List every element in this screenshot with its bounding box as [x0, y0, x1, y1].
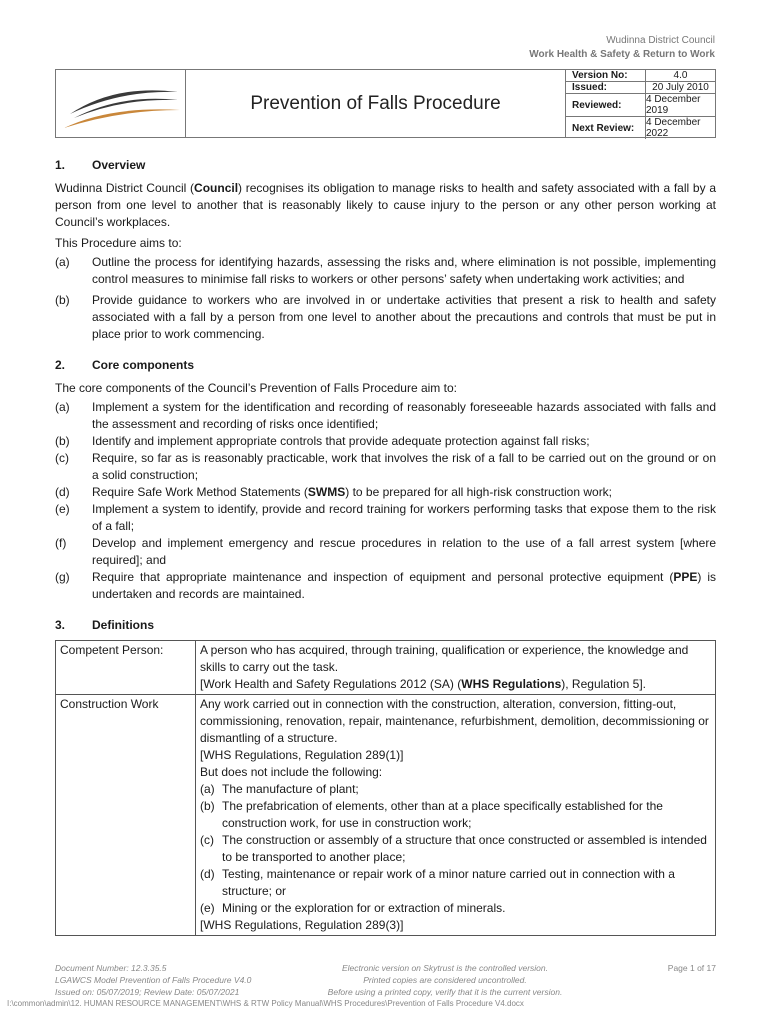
sub-item	[200, 781, 711, 798]
sub-item	[200, 798, 711, 832]
list-item	[55, 484, 716, 501]
sub-text: The manufacture of plant;	[222, 782, 359, 796]
list-text	[92, 450, 716, 484]
list-label: (a)	[55, 255, 70, 269]
table-row	[56, 695, 716, 936]
section-heading-core	[55, 357, 716, 374]
list-item	[55, 501, 716, 535]
sub-text: The construction or assembly of a structure that once constructed or assembled is intended to be transported to another place;	[222, 833, 707, 864]
doc-number: Document Number: 12.3.35.5	[55, 963, 167, 973]
meta-label: Issued:	[566, 82, 646, 93]
list-item	[55, 569, 716, 603]
text-run: Develop and implement emergency and rescue procedures in relation to the use of a fall arrest system [where required]; and	[92, 536, 716, 567]
list-label: (c)	[55, 451, 69, 465]
list-text: Provide guidance to workers who are involved in or undertake activities that present a risk to health and safety associated with a fall by a person from one level to another about the precautions and controls that must be put in place prior to work commencing.	[92, 293, 716, 341]
definition-reference	[200, 676, 711, 693]
list-label: (a)	[55, 400, 70, 414]
list-text	[92, 501, 716, 535]
section-heading-overview	[55, 157, 716, 174]
list-item	[55, 433, 716, 450]
page-number: Page 1 of 17	[667, 963, 716, 973]
control-line: Electronic version on Skytrust is the controlled version.	[342, 963, 548, 973]
text-run: Implement a system for the identification and recording of reasonably foreseeable hazards associated with falls and the assessment and recording of risks once identified;	[92, 400, 716, 431]
document-body	[55, 157, 716, 936]
aims-list	[55, 254, 716, 343]
meta-value: 20 July 2010	[652, 82, 709, 93]
organisation-name: Wudinna District Council	[606, 35, 715, 46]
doc-name: LGAWCS Model Prevention of Falls Procedure V4.0	[55, 975, 252, 985]
sub-text: Mining or the exploration for or extraction of minerals.	[222, 901, 506, 915]
section-number: 3.	[55, 618, 66, 632]
logo-swoosh-icon	[60, 78, 182, 130]
text-run: Wudinna District Council (	[55, 181, 195, 195]
footer-doc-info	[55, 962, 295, 998]
text-run: ) recognises its obligation to manage risks to health and safety associated with a fall by a person from one level to another that is reasonably likely to cause injury to the person or any other person working at Council’s workplaces.	[55, 181, 717, 229]
sub-label: (d)	[200, 867, 215, 881]
file-path: I:\common\admin\12. HUMAN RESOURCE MANAGEMENT\WHS & RTW Policy Manual\WHS Procedures\Prevention of Falls Procedure V4.docx	[7, 999, 524, 1008]
text-run: Implement a system to identify, provide and record training for workers performing tasks that expose them to the risk of a fall;	[92, 502, 716, 533]
section-title: Overview	[92, 158, 146, 172]
meta-value: 4 December 2022	[646, 117, 701, 139]
section-number: 1.	[55, 158, 66, 172]
text-run: Require that appropriate maintenance and inspection of equipment and personal protective equipment (	[92, 570, 674, 584]
list-text: Outline the process for identifying hazards, assessing the risks and, where elimination is not possible, implementing control measures to minimise fall risks to workers or other persons’ safety when undertaking work activities; and	[92, 255, 716, 286]
text-run: Require Safe Work Method Statements (	[92, 485, 308, 499]
definition-line: A person who has acquired, through training, qualification or experience, the knowledge and skills to carry out the task.	[200, 643, 689, 674]
list-text	[92, 569, 716, 603]
list-item	[55, 535, 716, 569]
bold-term: Council	[194, 181, 239, 195]
list-item	[55, 254, 716, 288]
text-run: Require, so far as is reasonably practicable, work that involves the risk of a fall to be carried out on the ground or on a solid construction;	[92, 451, 716, 482]
sub-text: Testing, maintenance or repair work of a minor nature carried out in connection with a structure; or	[222, 867, 675, 898]
list-label: (f)	[55, 536, 67, 550]
definitions-table	[55, 640, 716, 936]
list-text	[92, 399, 716, 433]
meta-row-issued	[566, 82, 715, 94]
list-item	[55, 292, 716, 343]
text-run: ), Regulation 5].	[561, 677, 646, 691]
definition-text	[196, 641, 716, 695]
control-line: Before using a printed copy, verify that it is the current version.	[327, 987, 563, 997]
text-run: ) to be prepared for all high-risk construction work;	[345, 485, 613, 499]
table-row	[56, 641, 716, 695]
section-number: 2.	[55, 358, 66, 372]
version-table	[566, 70, 715, 137]
sub-item	[200, 832, 711, 866]
title-block	[55, 69, 716, 138]
list-text	[92, 433, 716, 450]
definition-term: Competent Person:	[56, 641, 196, 695]
bold-term: SWMS	[307, 485, 346, 499]
text-run: Identify and implement appropriate controls that provide adequate protection against fall risks;	[92, 434, 590, 448]
meta-label: Reviewed:	[566, 94, 646, 116]
list-text	[92, 484, 716, 501]
definition-text	[196, 695, 716, 936]
section-title: Definitions	[92, 618, 154, 632]
sub-label: (e)	[200, 901, 215, 915]
list-label: (d)	[55, 485, 70, 499]
department-name: Work Health & Safety & Return to Work	[529, 49, 715, 60]
list-label: (b)	[55, 293, 70, 307]
core-list	[55, 399, 716, 603]
definition-line: Any work carried out in connection with the construction, alteration, conversion, fitting-out, commissioning, renovation, repair, maintenance, refurbishment, demolition, decommissioning or dismantling of a structure.	[200, 697, 709, 745]
sub-item	[200, 900, 711, 917]
bold-term: PPE	[673, 570, 698, 584]
control-line: Printed copies are considered uncontrolled.	[363, 975, 527, 985]
meta-row-reviewed	[566, 94, 715, 117]
meta-row-next-review	[566, 117, 715, 139]
definition-term: Construction Work	[56, 695, 196, 936]
aims-intro: This Procedure aims to:	[55, 236, 182, 250]
sub-label: (c)	[200, 833, 214, 847]
document-title: Prevention of Falls Procedure	[186, 70, 566, 137]
sub-label: (a)	[200, 782, 215, 796]
section-title: Core components	[92, 358, 195, 372]
bold-term: WHS Regulations	[461, 677, 562, 691]
definition-line: But does not include the following:	[200, 765, 383, 779]
doc-issued: Issued on: 05/07/2019; Review Date: 05/07/2021	[55, 987, 240, 997]
council-logo	[56, 70, 186, 137]
list-label: (e)	[55, 502, 70, 516]
definition-reference: [WHS Regulations, Regulation 289(3)]	[200, 918, 404, 932]
sub-label: (b)	[200, 799, 215, 813]
list-text	[92, 535, 716, 569]
list-item	[55, 399, 716, 433]
meta-label: Version No:	[566, 70, 646, 81]
running-header	[529, 34, 715, 62]
list-label: (b)	[55, 434, 70, 448]
text-run: [Work Health and Safety Regulations 2012 (SA) (	[200, 677, 462, 691]
definition-reference: [WHS Regulations, Regulation 289(1)]	[200, 748, 404, 762]
core-intro: The core components of the Council’s Prevention of Falls Procedure aim to:	[55, 381, 457, 395]
list-item	[55, 450, 716, 484]
meta-value: 4.0	[673, 70, 688, 81]
sub-item	[200, 866, 711, 900]
meta-row-version	[566, 70, 715, 82]
meta-label: Next Review:	[566, 117, 646, 139]
footer-control-notice	[295, 962, 595, 998]
sub-text: The prefabrication of elements, other than at a place specifically established for the construction work, for use in construction work;	[222, 799, 663, 830]
meta-value: 4 December 2019	[646, 94, 701, 116]
text-run: ) is undertaken and records are maintained.	[92, 570, 717, 601]
section-heading-definitions	[55, 617, 716, 634]
list-label: (g)	[55, 570, 70, 584]
overview-paragraph	[55, 180, 716, 231]
